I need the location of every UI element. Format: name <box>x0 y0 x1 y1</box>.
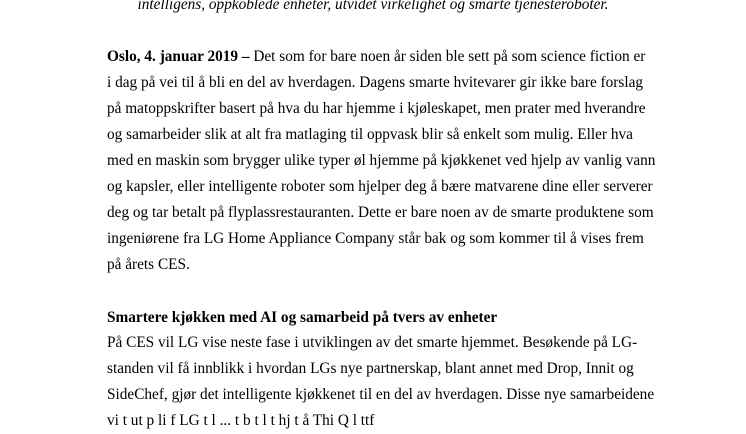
intro-line <box>107 44 647 70</box>
intro-line: med en maskin som brygger ulike typer øl hjemme på kjøkkenet ved hjelp av vanlig vann <box>107 152 656 169</box>
intro-line: og kapsler, eller intelligente roboter som hjelper deg å bære matvarene dine eller serverer <box>107 178 653 195</box>
dateline: Oslo, 4. januar 2019 – <box>107 48 250 65</box>
section-line: På CES vil LG vise neste fase i utviklingen av det smarte hjemmet. Besøkende på LG- <box>107 334 638 351</box>
section-heading: Smartere kjøkken med AI og samarbeid på tvers av enheter <box>107 309 498 326</box>
section-line: SideChef, gjør det intelligente kjøkkenet til en del av hverdagen. Disse nye samarbeidene <box>107 386 655 403</box>
section-paragraph <box>107 330 655 434</box>
intro-line: på årets CES. <box>107 256 190 273</box>
intro-line: ingeniørene fra LG Home Appliance Company står bak og som kommer til å vises frem <box>107 230 644 247</box>
intro-paragraph <box>107 44 656 278</box>
subtitle: intelligens, oppkoblede enheter, utvidet virkelighet og smarte tjenesteroboter. <box>137 0 609 13</box>
intro-line: og samarbeider slik at alt fra matlaging til oppvask blir så enkelt som mulig. Eller hva <box>107 126 633 143</box>
intro-line: deg og tar betalt på flyplassrestauranten. Dette er bare noen av de smarte produktene som <box>107 204 654 221</box>
intro-line: på matoppskrifter basert på hva du har hjemme i kjøleskapet, men prater med hverandre <box>107 100 646 117</box>
intro-line: i dag på vei til å bli en del av hverdagen. Dagens smarte hvitevarer gir ikke bare forslag <box>107 74 644 91</box>
section-line: vi t ut p li f LG t l ... t b t l t hj t å Thi Q l ttf <box>107 412 375 429</box>
section-line: standen vil få innblikk i hvordan LGs nye partnerskap, blant annet med Drop, Innit og <box>107 360 634 377</box>
intro-line-text: Det som for bare noen år siden ble sett på som science fiction er <box>249 48 646 65</box>
